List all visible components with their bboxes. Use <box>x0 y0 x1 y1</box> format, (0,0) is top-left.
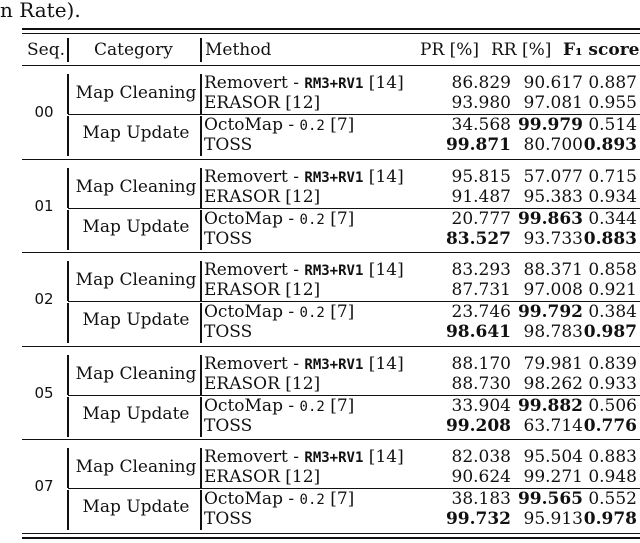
top-rule <box>22 28 640 30</box>
table-row <box>203 302 640 322</box>
f1-value: 0.934 <box>588 187 637 207</box>
header-pr: PR [%] <box>420 40 480 60</box>
pr-value: 83.527 <box>445 229 511 249</box>
table-row <box>203 135 640 155</box>
rr-value: 95.504 <box>523 447 583 467</box>
pr-value: 82.038 <box>451 447 511 467</box>
method-label: OctoMap - <box>204 396 300 416</box>
rr-value: 88.371 <box>523 260 583 280</box>
rr-value: 79.981 <box>523 354 583 374</box>
group-separator <box>22 65 640 66</box>
group-separator <box>22 439 640 440</box>
pr-value: 88.170 <box>451 354 511 374</box>
rr-value: 57.077 <box>523 167 583 187</box>
category-map-cleaning: Map Cleaning <box>75 270 197 290</box>
table-row <box>203 209 640 229</box>
method-citation: [7] <box>324 209 355 229</box>
method-citation: [7] <box>324 489 355 509</box>
table-row <box>203 354 640 374</box>
header-f1: F₁ score <box>563 40 640 60</box>
method-name <box>204 93 320 113</box>
table-row <box>203 416 640 436</box>
column-divider <box>200 116 202 156</box>
group-separator <box>22 346 640 347</box>
rr-value: 99.792 <box>517 302 583 322</box>
rr-value: 95.913 <box>523 509 583 529</box>
method-name <box>204 374 320 394</box>
category-map-cleaning: Map Cleaning <box>75 83 197 103</box>
method-label: TOSS <box>204 509 253 529</box>
f1-value: 0.921 <box>588 280 637 300</box>
method-name <box>204 354 404 375</box>
category-map-update: Map Update <box>82 404 190 424</box>
table-row <box>203 73 640 93</box>
method-label: ERASOR [12] <box>204 467 321 487</box>
column-divider <box>200 261 202 301</box>
table-row <box>203 509 640 529</box>
pr-value: 23.746 <box>451 302 511 322</box>
pr-value: 95.815 <box>451 167 511 187</box>
top-rule-thin <box>22 33 640 34</box>
sequence-id: 07 <box>34 477 54 495</box>
method-name <box>204 396 354 417</box>
method-citation: [14] <box>363 73 404 93</box>
rr-value: 99.565 <box>517 489 583 509</box>
method-config-tag: 0.2 <box>299 305 325 321</box>
sequence-group <box>22 253 640 346</box>
method-name <box>204 447 404 468</box>
method-label: Removert - <box>204 167 305 187</box>
pr-value: 87.731 <box>451 280 511 300</box>
pr-value: 99.208 <box>445 416 511 436</box>
column-divider <box>67 355 69 395</box>
method-config-tag: RM3+RV1 <box>304 76 364 92</box>
category-map-update: Map Update <box>82 123 190 143</box>
f1-value: 0.955 <box>588 93 637 113</box>
method-label: Removert - <box>204 260 305 280</box>
method-name <box>204 416 252 436</box>
method-config-tag: 0.2 <box>299 212 325 228</box>
method-citation: [7] <box>324 115 355 135</box>
method-name <box>204 489 354 510</box>
column-divider <box>67 261 69 301</box>
table-row <box>203 489 640 509</box>
method-config-tag: 0.2 <box>299 399 325 415</box>
rr-value: 98.262 <box>523 374 583 394</box>
method-label: ERASOR [12] <box>204 187 321 207</box>
method-label: ERASOR [12] <box>204 374 321 394</box>
sequence-id: 05 <box>34 384 54 402</box>
method-name <box>204 115 354 136</box>
method-config-tag: RM3+RV1 <box>304 170 364 186</box>
caption-tail: n Rate). <box>0 0 81 22</box>
method-config-tag: 0.2 <box>299 492 325 508</box>
rr-value: 99.271 <box>523 467 583 487</box>
pr-value: 93.980 <box>451 93 511 113</box>
f1-value: 0.978 <box>583 509 637 529</box>
method-label: OctoMap - <box>204 489 300 509</box>
header-rr: RR [%] <box>491 40 552 60</box>
rr-value: 99.882 <box>517 396 583 416</box>
table-row <box>203 280 640 300</box>
method-citation: [7] <box>324 396 355 416</box>
pr-value: 34.568 <box>451 115 511 135</box>
f1-value: 0.776 <box>583 416 637 436</box>
pr-value: 90.624 <box>451 467 511 487</box>
method-name <box>204 280 320 300</box>
column-divider <box>67 490 69 530</box>
column-divider <box>67 448 69 488</box>
category-map-update: Map Update <box>82 217 190 237</box>
table-row <box>203 187 640 207</box>
column-divider <box>67 210 69 250</box>
f1-value: 0.384 <box>588 302 637 322</box>
method-name <box>204 73 404 94</box>
f1-value: 0.514 <box>588 115 637 135</box>
column-divider <box>67 303 69 343</box>
method-label: ERASOR [12] <box>204 93 321 113</box>
method-citation: [14] <box>363 354 404 374</box>
group-separator <box>22 252 640 253</box>
rr-value: 99.979 <box>517 115 583 135</box>
method-label: Removert - <box>204 354 305 374</box>
pr-value: 99.871 <box>445 135 511 155</box>
method-label: OctoMap - <box>204 115 300 135</box>
method-label: TOSS <box>204 322 253 342</box>
pr-value: 88.730 <box>451 374 511 394</box>
pr-value: 83.293 <box>451 260 511 280</box>
pr-value: 86.829 <box>451 73 511 93</box>
table-row <box>203 396 640 416</box>
f1-value: 0.715 <box>588 167 637 187</box>
header-category: Category <box>94 40 173 60</box>
method-name <box>204 467 320 487</box>
category-map-cleaning: Map Cleaning <box>75 364 197 384</box>
rr-value: 97.081 <box>523 93 583 113</box>
bottom-rule <box>22 537 640 539</box>
column-divider <box>200 74 202 114</box>
column-divider <box>67 168 69 208</box>
method-label: Removert - <box>204 73 305 93</box>
column-divider <box>200 303 202 343</box>
method-name <box>204 322 252 342</box>
method-label: ERASOR [12] <box>204 280 321 300</box>
sequence-group <box>22 160 640 253</box>
f1-value: 0.858 <box>588 260 637 280</box>
method-citation: [14] <box>363 260 404 280</box>
rr-value: 93.733 <box>523 229 583 249</box>
f1-value: 0.883 <box>583 229 637 249</box>
rr-value: 95.383 <box>523 187 583 207</box>
header-divider <box>67 38 69 62</box>
pr-value: 20.777 <box>451 209 511 229</box>
rr-value: 98.783 <box>523 322 583 342</box>
method-label: Removert - <box>204 447 305 467</box>
method-label: OctoMap - <box>204 209 300 229</box>
group-separator <box>22 159 640 160</box>
f1-value: 0.883 <box>588 447 637 467</box>
method-label: TOSS <box>204 135 253 155</box>
sequence-id: 00 <box>34 103 54 121</box>
sequence-group <box>22 347 640 440</box>
bottom-rule-thin <box>22 533 640 534</box>
table-row <box>203 447 640 467</box>
table-row <box>203 374 640 394</box>
category-map-cleaning: Map Cleaning <box>75 457 197 477</box>
pr-value: 38.183 <box>451 489 511 509</box>
table-row <box>203 229 640 249</box>
f1-value: 0.506 <box>588 396 637 416</box>
category-map-update: Map Update <box>82 497 190 517</box>
rr-value: 63.714 <box>523 416 583 436</box>
column-divider <box>200 397 202 437</box>
method-citation: [7] <box>324 302 355 322</box>
f1-value: 0.987 <box>583 322 637 342</box>
header-seq: Seq. <box>27 40 65 60</box>
method-config-tag: RM3+RV1 <box>304 263 364 279</box>
method-label: OctoMap - <box>204 302 300 322</box>
column-divider <box>200 490 202 530</box>
method-name <box>204 187 320 207</box>
pr-value: 99.732 <box>445 509 511 529</box>
column-divider <box>200 210 202 250</box>
sequence-group <box>22 66 640 159</box>
method-name <box>204 302 354 323</box>
table-row <box>203 93 640 113</box>
method-name <box>204 209 354 230</box>
table-row <box>203 260 640 280</box>
rr-value: 80.700 <box>523 135 583 155</box>
sequence-id: 02 <box>34 290 54 308</box>
method-label: TOSS <box>204 229 253 249</box>
f1-value: 0.948 <box>588 467 637 487</box>
f1-value: 0.933 <box>588 374 637 394</box>
category-map-cleaning: Map Cleaning <box>75 177 197 197</box>
method-config-tag: RM3+RV1 <box>304 357 364 373</box>
column-divider <box>200 168 202 208</box>
header-divider <box>200 38 202 62</box>
pr-value: 91.487 <box>451 187 511 207</box>
header-method: Method <box>205 40 272 60</box>
table-row <box>203 467 640 487</box>
table-row <box>203 115 640 135</box>
f1-value: 0.887 <box>588 73 637 93</box>
method-name <box>204 509 252 529</box>
table-row <box>203 167 640 187</box>
method-citation: [14] <box>363 447 404 467</box>
column-divider <box>200 448 202 488</box>
table-row <box>203 322 640 342</box>
f1-value: 0.344 <box>588 209 637 229</box>
method-citation: [14] <box>363 167 404 187</box>
pr-value: 98.641 <box>445 322 511 342</box>
column-divider <box>67 116 69 156</box>
rr-value: 97.008 <box>523 280 583 300</box>
method-name <box>204 229 252 249</box>
rr-value: 90.617 <box>523 73 583 93</box>
method-name <box>204 260 404 281</box>
f1-value: 0.893 <box>583 135 637 155</box>
method-name <box>204 135 252 155</box>
method-label: TOSS <box>204 416 253 436</box>
method-config-tag: 0.2 <box>299 118 325 134</box>
f1-value: 0.552 <box>588 489 637 509</box>
rr-value: 99.863 <box>517 209 583 229</box>
column-divider <box>67 74 69 114</box>
sequence-id: 01 <box>34 197 54 215</box>
method-name <box>204 167 404 188</box>
f1-value: 0.839 <box>588 354 637 374</box>
method-config-tag: RM3+RV1 <box>304 450 364 466</box>
column-divider <box>67 397 69 437</box>
sequence-group <box>22 440 640 533</box>
pr-value: 33.904 <box>451 396 511 416</box>
category-map-update: Map Update <box>82 310 190 330</box>
column-divider <box>200 355 202 395</box>
